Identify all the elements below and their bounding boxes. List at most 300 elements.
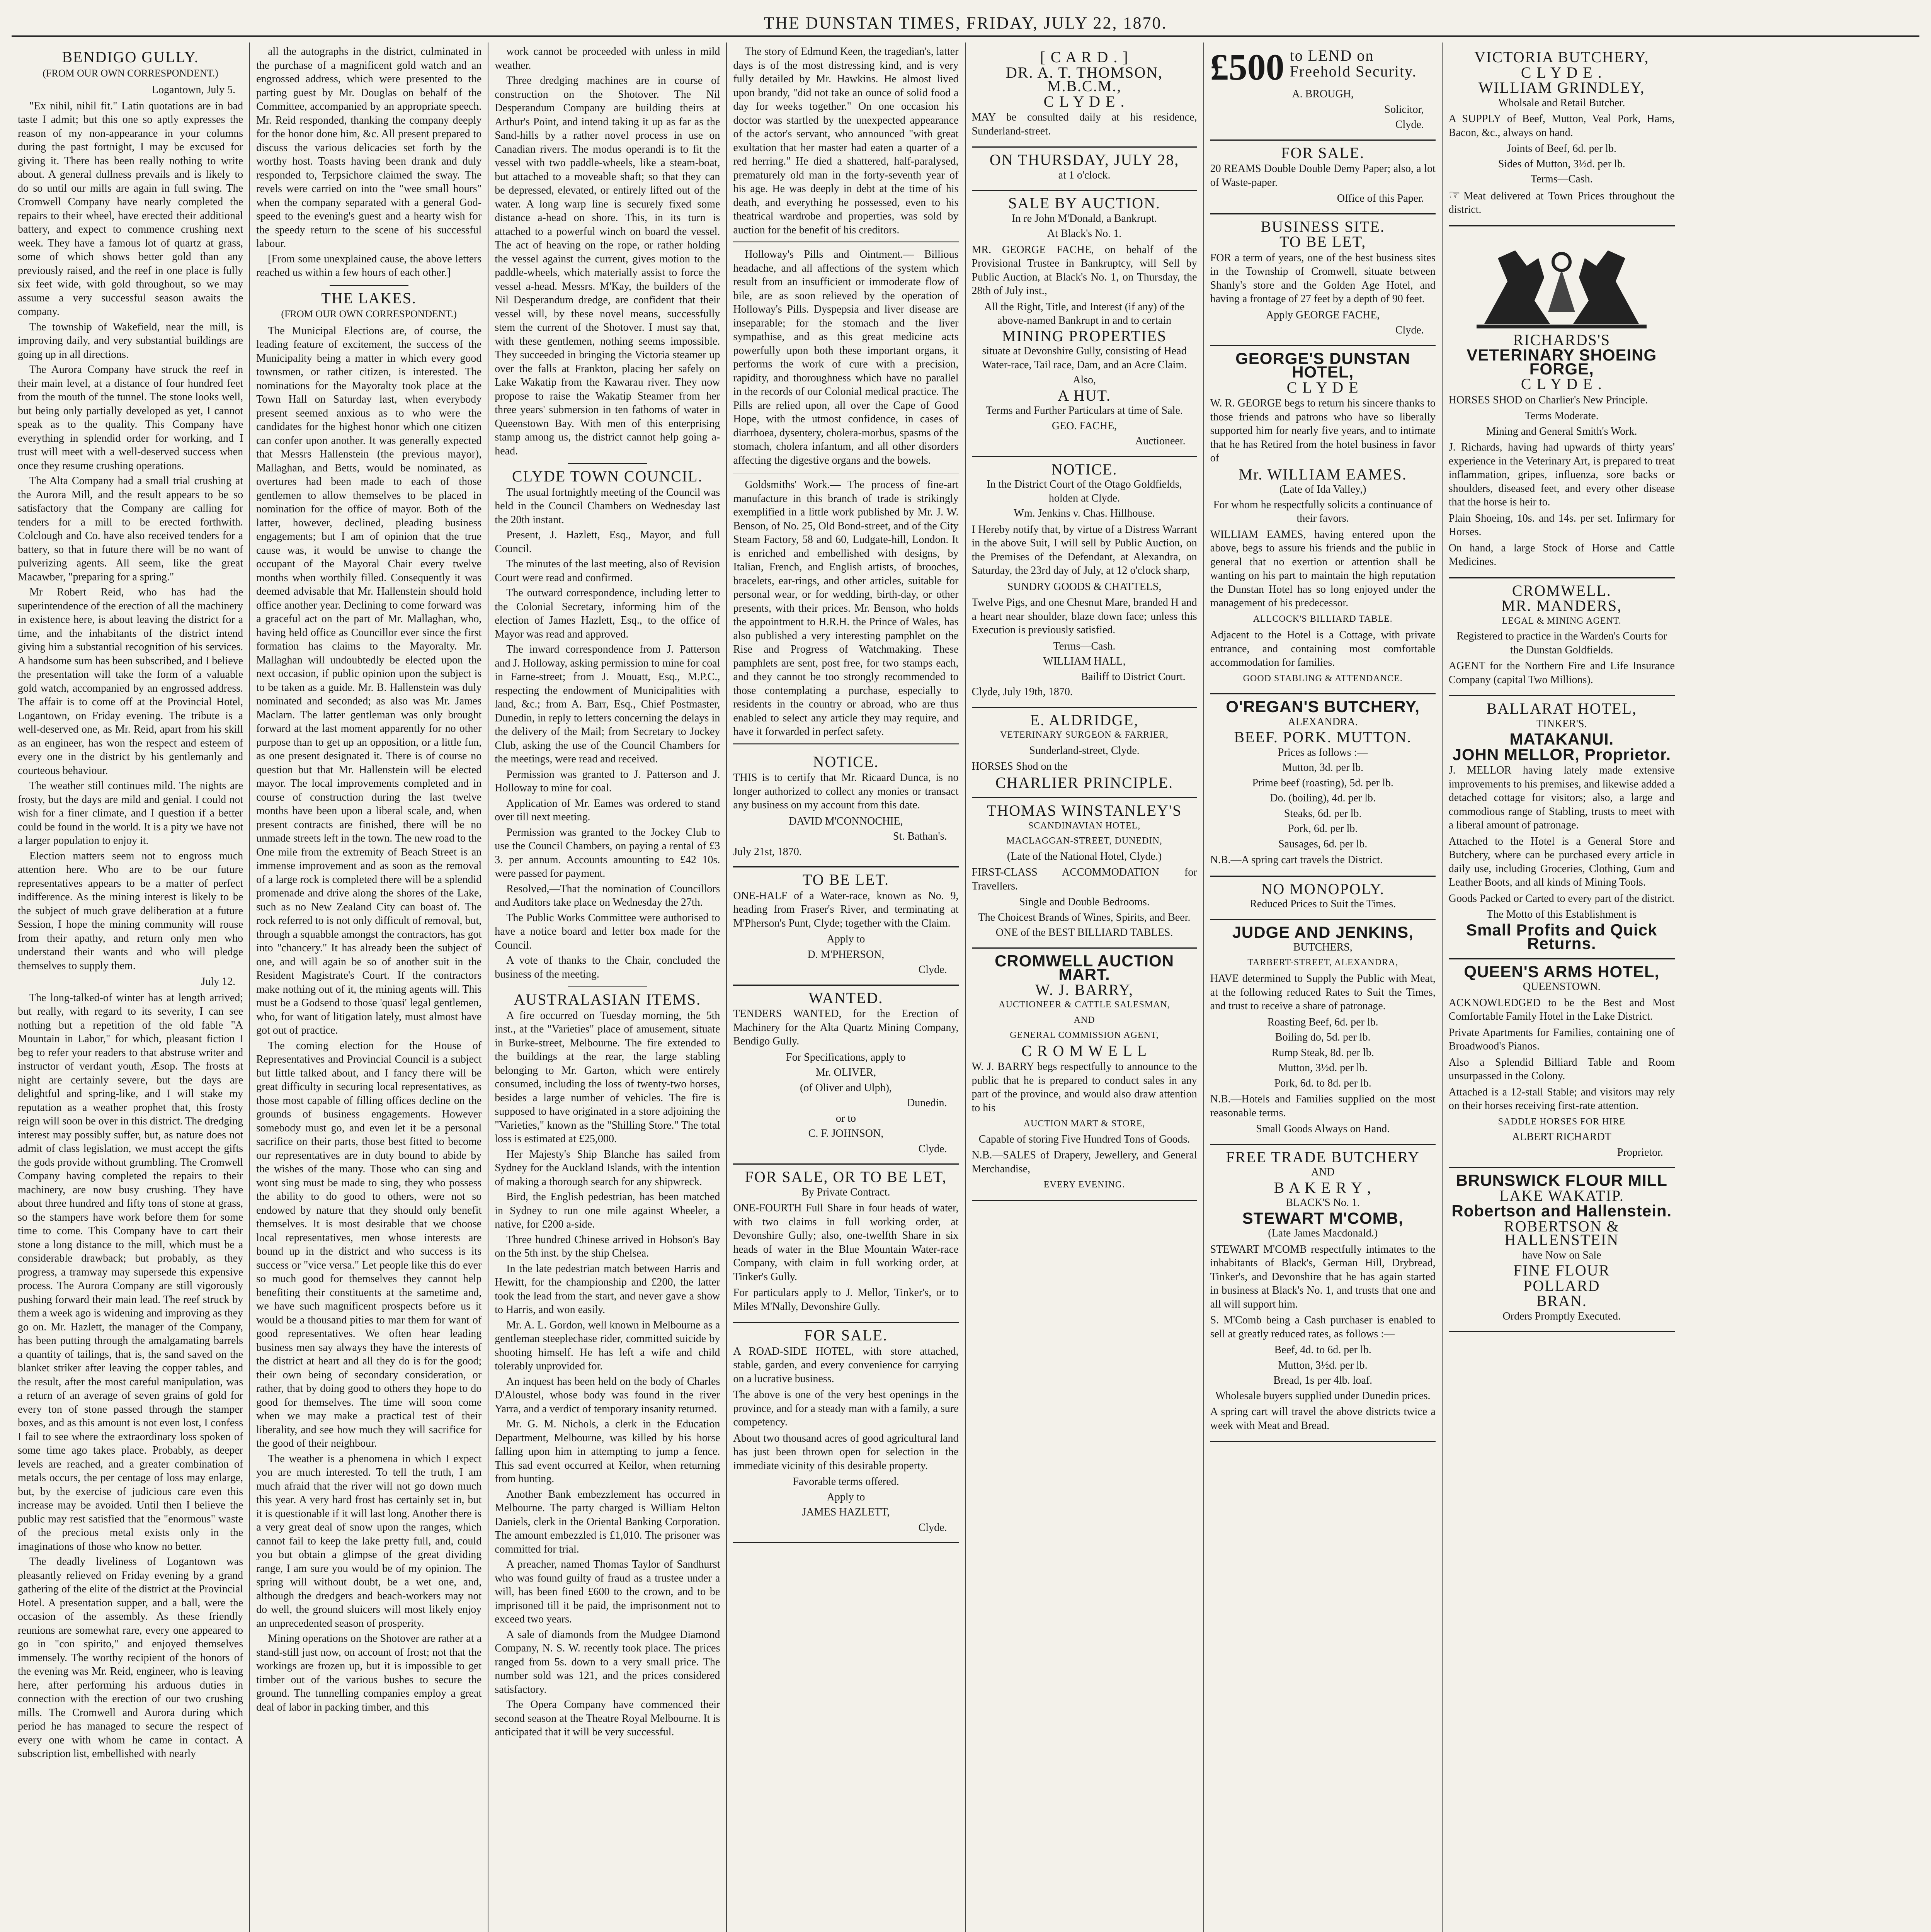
paragraph: Mr. G. M. Nichols, a clerk in the Education Department, Melbourne, was killed by his horse falling upon him in attempting to jump a fence. This sad event occurred at Keilor, when returning from hunting. xyxy=(495,1418,720,1485)
ad-title: NO MONOPOLY. xyxy=(1261,880,1385,898)
ad-line: Mr. OLIVER, xyxy=(815,1066,876,1078)
ad-title: CHARLIER PRINCIPLE. xyxy=(995,774,1174,791)
article-body xyxy=(495,1488,720,1556)
ad-line: Sides of Mutton, 3½d. per lb. xyxy=(1498,158,1625,170)
paragraph: The Alta Company had a small trial crushing at the Aurora Mill, and the result appears to be so satisfactory that the Company are calling for tenders for a mill to be erected forthwith. Colclough and Co. have also received tenders for a battery, so that in future there will be no want of pulverizing agents. All seem, like the great Macawber, "preparing for a spring." xyxy=(18,475,243,583)
column-3 xyxy=(488,43,727,1932)
ad-signature: Auctioneer. xyxy=(1135,435,1186,447)
advertisement xyxy=(1210,694,1436,877)
ad-line: Registered to practice in the Warden's Courts for the Dunstan Goldfields. xyxy=(1456,630,1667,656)
paragraph: The weather still continues mild. The nights are frosty, but the days are mild and genial. I could not wish for a finer climate, and I question if a better could be found in the world. It is a pity we have not a larger population to enjoy it. xyxy=(18,780,243,847)
advertisement xyxy=(733,750,958,868)
paragraph: "Ex nihil, nihil fit." Latin quotations are in bad taste I admit; but this one so aptly expresses the reason of my non-appearance in your columns during the past fortnight, I may be excused for giving it. There has been really nothing to write about. A general dullness prevails and is likely to do so until our mills are again in full swing. The Cromwell Company have nearly completed the repairs to their wheel, have erected their additional battery, and expect to commence crushing next week. They have a famous lot of quartz at grass, some of which shows better gold than any previously raised, and the reef in one place is fully six feet wide, with gold throughout, so we may assume a very successful season awaits the company. xyxy=(18,100,243,318)
ad-title: A HUT. xyxy=(1058,386,1111,404)
paragraph: Permission was granted to the Jockey Club to use the Council Chambers, on paying a rental of £3 3. per annum. Accounts amounting to £42 10s. were passed for payment. xyxy=(495,826,720,879)
paragraph: Mining operations on the Shotover are rather at a stand-still just now, on account of frost; not that the workings are frozen up, but it is impossible to get timber out of the various bushes to secure the ground. The tunnelling companies employ a great deal of labor in packing timber, and this xyxy=(256,1633,482,1713)
ad-title: [ C A R D . ] xyxy=(1040,48,1129,66)
advertisement xyxy=(733,1165,958,1323)
article-body xyxy=(495,1148,720,1189)
article-body xyxy=(256,1039,481,1451)
advertisement xyxy=(1210,346,1436,695)
ad-line: At Black's No. 1. xyxy=(1047,228,1122,240)
article-body xyxy=(733,45,958,237)
masthead-title: THE DUNSTAN TIMES, FRIDAY, JULY 22, 1870. xyxy=(764,14,1167,32)
advertisement xyxy=(972,798,1197,949)
ad-line: Rump Steak, 8d. per lb. xyxy=(1271,1046,1374,1059)
ad-subtitle: AUCTION MART & STORE, xyxy=(1023,1119,1145,1129)
article-body xyxy=(18,99,243,319)
article-heading: AUSTRALASIAN ITEMS. xyxy=(514,991,701,1008)
divider xyxy=(568,986,647,987)
paragraph: The outward correspondence, including letter to the Colonial Secretary, informing him of the election of James Hazlett, Esq., to the office of Mayor was read and approved. xyxy=(495,587,720,640)
paragraph: A sale of diamonds from the Mudgee Diamond Company, N. S. W. recently took place. The prices ranged from 5s. down to a very small price. The number sold was 121, and the prices considered satisfactory. xyxy=(495,1628,720,1696)
paragraph: Bird, the English pedestrian, has been matched in Sydney to run one mile against Wheeler, a native, for £200 a-side. xyxy=(495,1191,720,1230)
article-body xyxy=(495,1318,720,1373)
ad-line: TINKER'S. xyxy=(1536,718,1587,730)
divider xyxy=(733,743,958,745)
ad-line: have Now on Sale xyxy=(1522,1249,1601,1261)
ad-title: WILLIAM GRINDLEY, xyxy=(1478,79,1645,96)
ad-title: LAKE WAKATIP. xyxy=(1499,1187,1624,1204)
ad-text: J. MELLOR having lately made extensive improvements to his premises, and likewise added a detached cottage for visitors; also, a large and commodious range of Stabling, trusts to meet with a liberal amount of patronage. xyxy=(1448,764,1675,831)
article-body xyxy=(495,45,720,72)
ad-line: situate at Devonshire Gully, consisting of Head Water-race, Tail race, Dam, and an Acre Claim. xyxy=(982,345,1187,371)
article-body xyxy=(733,248,958,467)
ad-title: CROMWELL AUCTION MART. xyxy=(995,951,1174,983)
article-body xyxy=(495,74,720,458)
dateline: July 12. xyxy=(201,976,236,988)
advertisement xyxy=(733,1323,958,1543)
ad-subtitle: SCANDINAVIAN HOTEL, xyxy=(1028,820,1141,831)
paragraph: The Municipal Elections are, of course, the leading feature of excitement, the success of the Municipality being a matter in which every good townsmen, or rather citizen, is interested. The nominations for the Mayoralty took place at the Town Hall on Saturday last, when everybody present seemed anxious as to who were the candidates for the highest honor which one citizen can confer upon another. It was generally expected that Messrs Hallenstein (the previous mayor), Mallaghan, and Betts, would be nominated, as overtures had been made to each of those gentlemen to allow themselves to be placed in nomination for the office of mayor. Both of the latter, however, declined, pleading business engagements; but I am of opinion that the true cause was, it would be unwise to change the occupant of the Mayoral Chair every twelve months when worthily filled. Consequently it was deemed advisable that Mr. Hallenstein should hold office another year. Declining to come forward was a graceful act on the part of Mr. Mallaghan, who, having held office as Councillor ever since the first formation has claims to the Mayoralty. Mr. Mallaghan will undoubtedly be elected upon the next occasion, if public opinion upon the subject is to be taken as a guide. Mr. B. Hallenstein was duly nominated and seconded; as also was Mr. James Maclarn. The latter gentleman was only brought forward at the last moment apparently for no other purpose than to get up an opposition, or a little fun, as one present designated it. There is of course no question but that Mr. Hallenstein will be elected mayor. The local improvements completed and in course of construction during the last twelve months have been upon a liberal scale, and, when present contracts are finished, there will be no unmade streets left in the town. The new road to the One mile from the extremity of Beach Street is an immense improvement and as soon as the removal of a large rock is completed there will be a splendid promenade and drive along the shores of the Lake, such as no New Zealand City can boast of. The rock referred to is not only difficult of removal, but, through a squabble amongst the contractors, has got into "chancery." It has already been the subject of one, and will again be so of another suit in the Resident Magistrate's Court. If the contractors make nothing out of it, the mining agents will. This must be a Godsend to those 'quasi' legal gentlemen, who, for want of litigation lately, must almost have got out of practice. xyxy=(256,325,482,1036)
ad-title: Mr. WILLIAM EAMES. xyxy=(1239,465,1407,483)
ad-line: DAVID M'CONNOCHIE, xyxy=(789,815,903,827)
rearing-horses-icon xyxy=(1461,235,1662,332)
paragraph: Goldsmiths' Work.— The process of fine-art manufacture in this branch of trade is strikingly exemplified in a little work published by Mr. J. W. Benson, of No. 25, Old Bond-street, and of the City Steam Factory, 58 and 60, Ludgate-hill, London. It is enriched and embellished with designs, by Italian, French, and English artists, of brooches, bracelets, ear-rings, and other articles, suitable for personal wear, or for wedding, birth-day, or other presents, with their prices. Mr. Benson, who holds the appointment to H.R.H. the Prince of Wales, has also published a very interesting pamphlet on the Rise and Progress of Watchmaking. These pamphlets are sent, post free, for two stamps each, and they cannot be too strongly recommended to those contemplating a purchase, especially to residents in the country or abroad, who are thus enabled to select any article they may require, and have it forwarded in perfect safety. xyxy=(733,479,959,738)
article-body xyxy=(495,486,720,527)
ad-text-content: Meat delivered at Town Prices throughout the district. xyxy=(1448,190,1675,216)
ad-line: Mutton, 3½d. per lb. xyxy=(1278,1359,1368,1371)
ad-line: Terms—Cash. xyxy=(1053,640,1116,652)
ad-text: W. R. GEORGE begs to return his sincere thanks to those friends and patrons who have so liberally supported him for nearly five years, and to intimate that he has Retired from the hotel business in favor of xyxy=(1210,397,1436,464)
article-body xyxy=(495,586,720,641)
ad-text: Attached is a 12-stall Stable; and visitors may rely on their horses receiving first-rate attention. xyxy=(1448,1086,1675,1112)
paragraph: In the late pedestrian match between Harris and Hewitt, for the championship and £200, the latter took the lead from the start, and never gave a show to Harris, and won easily. xyxy=(495,1262,720,1316)
ad-subtitle: TARBERT-STREET, ALEXANDRA, xyxy=(1247,957,1398,968)
ad-text: The above is one of the very best openings in the province, and for a steady man with a family, a sure competency. xyxy=(733,1389,959,1428)
ad-title: MR. MANDERS, xyxy=(1501,597,1622,614)
article-body xyxy=(18,320,243,362)
ad-text: HAVE determined to Supply the Public with Meat, at the following reduced Rates to Suit the Times, and trust to receive a share of patronage. xyxy=(1210,973,1436,1012)
article-body xyxy=(495,1009,720,1146)
ad-subtitle: ALLCOCK'S BILLIARD TABLE. xyxy=(1253,614,1393,624)
ad-title: SALE BY AUCTION. xyxy=(1008,194,1160,212)
article-body xyxy=(18,991,243,1554)
paragraph: The usual fortnightly meeting of the Council was held in the Council Chambers on Wednesday last the 20th instant. xyxy=(495,486,720,526)
ad-text: For particulars apply to J. Mellor, Tinker's, or to Miles M'Nally, Devonshire Gully. xyxy=(733,1287,959,1313)
paragraph: Mr. A. L. Gordon, well known in Melbourne as a gentleman steeplechase rider, committed suicide by shooting himself. He has left a wife and child tolerably unprovided for. xyxy=(495,1319,720,1372)
paragraph: A fire occurred on Tuesday morning, the 5th inst., at the "Varieties" place of amusement, situate in Burke-street, Melbourne. The fire extended to the buildings at the rear, the large stabling belonging to Mr. Garton, which were entirely consumed, including the loss of twenty-two horses, besides a large number of vehicles. The fire is supposed to have originated in a store adjoining the "Varieties," known as the "Shilling Store." The total loss is estimated at £25,000. xyxy=(495,1009,720,1145)
ad-title: CROMWELL. xyxy=(1512,582,1611,599)
ad-title: BRAN. xyxy=(1536,1292,1587,1310)
ad-line: Prime beef (roasting), 5d. per lb. xyxy=(1252,777,1393,789)
ad-text: FIRST-CLASS ACCOMMODATION for Travellers. xyxy=(971,866,1197,892)
article-body xyxy=(495,643,720,766)
article-body xyxy=(18,363,243,473)
ad-title: TO BE LET, xyxy=(1279,233,1366,250)
ad-title: BRUNSWICK FLOUR MILL xyxy=(1456,1171,1667,1189)
ad-line: Steaks, 6d. per lb. xyxy=(1284,807,1362,820)
advertisement xyxy=(1210,1145,1436,1442)
paragraph: Three hundred Chinese arrived in Hobson's Bay on the 5th inst. by the ship Chelsea. xyxy=(495,1233,720,1259)
ad-title: Robertson and Hallenstein. xyxy=(1451,1202,1672,1220)
article-body xyxy=(495,911,720,952)
advertisement xyxy=(733,986,958,1165)
ad-line: Terms—Cash. xyxy=(1531,173,1593,185)
ad-line: Roasting Beef, 6d. per lb. xyxy=(1267,1016,1378,1028)
ad-line: AND xyxy=(1311,1166,1335,1178)
article-body xyxy=(733,478,958,739)
ad-line: Beef, 4d. to 6d. per lb. xyxy=(1274,1344,1371,1356)
ad-line: Also, xyxy=(1073,374,1096,386)
ad-subtitle: MACLAGGAN-STREET, DUNEDIN, xyxy=(1006,836,1162,846)
ad-date: Clyde, July 19th, 1870. xyxy=(971,686,1073,698)
ad-subtitle: SADDLE HORSES FOR HIRE xyxy=(1498,1116,1625,1127)
ad-line: BUTCHERS, xyxy=(1293,941,1353,953)
paragraph: work cannot be proceeded with unless in mild weather. xyxy=(495,46,720,71)
ad-title: NOTICE. xyxy=(813,753,879,770)
article-body xyxy=(495,1698,720,1739)
advertisement xyxy=(972,457,1197,708)
ad-title: C L Y D E xyxy=(1286,378,1359,396)
ad-title: FINE FLOUR xyxy=(1513,1262,1610,1279)
ad-text: THIS is to certify that Mr. Ricaard Dunca, is no longer authorized to collect any monies or transact any business on my account from this date. xyxy=(733,772,959,811)
ad-line: ALEXANDRA. xyxy=(1288,716,1358,728)
ad-title: BALLARAT HOTEL, xyxy=(1486,700,1637,717)
advertisement xyxy=(972,45,1197,148)
ad-title: C L Y D E . xyxy=(1521,375,1603,393)
paragraph: Election matters seem not to engross much attention here. Who are to be our future representatives appears to be a matter of perfect indifference. As the mining interest is likely to be the subject of much grave deliberation at a future Session, I hope the mining community will rouse from their apathy, and return only men who understand their wants and who will pledge themselves to supply them. xyxy=(18,850,243,972)
ad-subtitle: VETERINARY SURGEON & FARRIER, xyxy=(1000,730,1169,740)
article-body xyxy=(495,1417,720,1486)
paragraph: The township of Wakefield, near the mill, is improving daily, and very substantial buildings are going up in all directions. xyxy=(18,321,243,361)
ad-title: B A K E R Y , xyxy=(1274,1179,1372,1196)
ad-text: J. Richards, having had upwards of thirty years' experience in the Veterinary Art, is prepared to treat inflammation, gripes, influenza, sore backs or shoulders, diseased feet, and every other disease that the horse is heir to. xyxy=(1448,441,1675,508)
paragraph: An inquest has been held on the body of Charles D'Aloustel, whose body was found in the river Yarra, and a verdict of temporary insanity returned. xyxy=(495,1375,720,1415)
ad-title: DR. A. T. THOMSON, M.B.C.M., xyxy=(1006,63,1163,95)
ad-line: Mining and General Smith's Work. xyxy=(1486,425,1637,437)
ad-line: Reduced Prices to Suit the Times. xyxy=(1250,898,1396,910)
ad-title: QUEEN'S ARMS HOTEL, xyxy=(1464,962,1660,981)
ad-text: 20 REAMS Double Double Demy Paper; also, a lot of Waste-paper. xyxy=(1210,163,1436,189)
ad-title: FREE TRADE BUTCHERY xyxy=(1226,1148,1420,1166)
ad-title: NOTICE. xyxy=(1051,460,1118,478)
ad-text: A ROAD-SIDE HOTEL, with store attached, stable, garden, and every convenience for carrying on a lucrative business. xyxy=(733,1345,959,1385)
ad-line: (Late of the National Hotel, Clyde.) xyxy=(1007,850,1162,862)
ad-signature: Clyde. xyxy=(1395,119,1424,131)
ad-signature: Clyde. xyxy=(918,964,947,976)
ad-text: N.B.—SALES of Drapery, Jewellery, and General Merchandise, xyxy=(971,1149,1197,1175)
ad-line: For whom he respectfully solicits a continuance of their favors. xyxy=(1213,498,1433,524)
advertisement xyxy=(1210,877,1436,920)
ad-title: TO BE LET. xyxy=(802,871,889,888)
ad-text: HORSES Shod on the xyxy=(971,760,1068,772)
ad-line: D. M'PHERSON, xyxy=(807,948,885,961)
ad-line: Boiling do, 5d. per lb. xyxy=(1275,1031,1371,1043)
ad-date: July 21st, 1870. xyxy=(733,845,802,858)
ad-text xyxy=(1449,189,1675,217)
article-body xyxy=(256,1632,481,1714)
article-body xyxy=(256,324,481,1037)
ad-text: Plain Shoeing, 10s. and 14s. per set. Infirmary for Horses. xyxy=(1448,512,1675,538)
ad-line: Apply to xyxy=(827,1491,865,1503)
ad-text: On hand, a large Stock of Horse and Cattle Medicines. xyxy=(1448,542,1675,568)
article-body xyxy=(256,252,481,280)
ad-text: Private Apartments for Families, containing one of Broadwood's Pianos. xyxy=(1448,1026,1675,1052)
paragraph: The Aurora Company have struck the reef in their main level, at a distance of four hundred feet from the mouth of the tunnel. The stone looks well, but being only partially developed as yet, I cannot speak as to the quality. This Company have everything in splendid order for working, and I trust will meet with a well-deserved success when once they resume crushing operations. xyxy=(18,364,243,472)
ad-title: MATAKANUI. xyxy=(1509,730,1614,748)
ad-line: Pork, 6d. to 8d. per lb. xyxy=(1274,1077,1371,1089)
article-body xyxy=(495,797,720,824)
ad-text: Also a Splendid Billiard Table and Room unsurpassed in the Colony. xyxy=(1448,1056,1675,1082)
article-body xyxy=(18,585,243,777)
ad-subtitle: AND xyxy=(1074,1015,1095,1025)
ad-text: HORSES SHOD on Charlier's New Principle. xyxy=(1448,394,1648,406)
paragraph: [From some unexplained cause, the above letters reached us within a few hours of each other.] xyxy=(256,253,482,279)
ad-line: (Late of Ida Valley,) xyxy=(1279,483,1366,495)
paragraph: Three dredging machines are in course of construction on the Shotover. The Nil Desperandum Company are building theirs at Arthur's Point, and intend taking it up as far as the Sand-hills by a rather novel process in use on Canadian rivers. The modus operandi is to fit the vessel with two paddle-wheels, like a steam-boat, but attached to a moveable shaft; so that they can be depressed, elevated, or entirely lifted out of the water. A long warp line is securely fixed some distance a-head on shore. This, in its turn is attached to a powerful winch on board the vessel. The act of heaving on the rope, or rather holding the vessel against the current, gives motion to the paddle-wheels, which materially assist to force the vessel a-head. Messrs. M'Kay, the builders of the Nil Desperandum dredge, are confident that their vessel will, by these novel means, successfully stem the current of the Shotover. I must say that, with these gentlemen, nothing seems impossible. They succeeded in bringing the Victoria steamer up over the falls at Frankton, placing her safely on Lake Wakatip from the Kawarau river. They now propose to raise the Wakatip Steamer from her three years' submersion in ten fathoms of water in Queenstown Bay. With men of this enterprising stamp among us, the district cannot help going a-head. xyxy=(495,75,720,457)
article-heading: BENDIGO GULLY. xyxy=(62,48,199,66)
ad-line: Wholsale and Retail Butcher. xyxy=(1498,97,1625,109)
ad-line: Wm. Jenkins v. Chas. Hillhouse. xyxy=(1014,507,1155,519)
masthead xyxy=(12,12,1919,37)
article-body xyxy=(495,1375,720,1416)
article-body xyxy=(495,1262,720,1317)
paragraph: Permission was granted to J. Patterson and J. Holloway to mine for coal. xyxy=(495,768,720,794)
ad-line: QUEENSTOWN. xyxy=(1523,981,1601,993)
ad-text: STEWART M'COMB respectfully intimates to the inhabitants of Black's, German Hill, Drybread, Tinker's, and Devonshire that he has again started in business at Black's No. 1, and trusts that one and all will support him. xyxy=(1210,1243,1436,1310)
article-body xyxy=(495,557,720,585)
ad-text: TENDERS WANTED, for the Erection of Machinery for the Alta Quartz Mining Company, Bendigo Gully. xyxy=(733,1008,959,1047)
ad-line: Apply to xyxy=(827,933,865,945)
advertisement xyxy=(1449,226,1675,578)
ad-text: N.B.—A spring cart travels the District. xyxy=(1210,854,1383,866)
paragraph: The coming election for the House of Representatives and Provincial Council is a subject but little talked about, and I fancy there will be great difficulty in securing local representatives, as those most capable of filling offices decline on the grounds of business engagements. However somebody must go, and even let it be a personal sacrifice on their parts, those best fitted to become our representatives are in duty bound to abide by the wishes of the many. Those who can sing and wont sing must be made to sing, they who possess the ability to do good to others, were not so endowed by nature that they should only benefit themselves. It is most desirable that we choose local representatives, men whose interests are bound up in the district and who success is its success or "vice versa." Let people like this do ever so much good for themselves they cannot help benefiting their constituents at the sametime and, we have such magnificent prospects before us it would be a thousand pities to mar them for want of good representatives. We often hear leading business men say always they have the interests of the district at heart and all they do is for the good; their own being of secondary consideration, or rather, that by doing good to others they hope to do good for themselves. The time will soon come when we may make a practical test of their liberality, and see how much they will sacrifice for the good of their neighbour. xyxy=(256,1039,482,1449)
ad-line: Pork, 6d. per lb. xyxy=(1288,823,1358,835)
ad-signature: St. Bathan's. xyxy=(893,830,947,842)
byline: (FROM OUR OWN CORRESPONDENT.) xyxy=(43,67,218,79)
article-body xyxy=(18,849,243,973)
ad-title: ROBERTSON & HALLENSTEIN xyxy=(1504,1217,1620,1248)
ad-line: Mutton, 3d. per lb. xyxy=(1282,762,1364,774)
ad-line: In re John M'Donald, a Bankrupt. xyxy=(1012,212,1157,224)
article-body xyxy=(256,1452,481,1631)
ad-line: SUNDRY GOODS & CHATTELS, xyxy=(1007,580,1162,593)
ad-title: THOMAS WINSTANLEY'S xyxy=(987,802,1182,819)
advertisement xyxy=(733,867,958,986)
article-body xyxy=(495,528,720,556)
ad-title: POLLARD xyxy=(1523,1277,1600,1294)
advertisement xyxy=(1449,1168,1675,1332)
article-body xyxy=(495,1233,720,1260)
ad-line: Single and Double Bedrooms. xyxy=(1019,896,1150,908)
column-2 xyxy=(250,43,488,1932)
ad-line: Capable of storing Five Hundred Tons of Goods. xyxy=(978,1133,1190,1145)
article-body xyxy=(495,1628,720,1697)
ad-title: C R O M W E L L xyxy=(1021,1042,1148,1060)
advertisement xyxy=(972,191,1197,457)
ad-line: Bread, 1s per 4lb. loaf. xyxy=(1273,1374,1373,1386)
paragraph: The deadly liveliness of Logantown was pleasantly relieved on Friday evening by a grand gathering of the elite of the district at the Provincial Hotel. A presentation supper, and a ball, were the occasion of the assembly. As these friendly reunions are somewhat rare, every one appeared to go in "con spirito," and enjoyed themselves immensely. The worthy recipient of the honors of the evening was Mr. Reid, engineer, who is leaving here, after performing his arduous duties in connection with the erection of our two crushing mills. The Cromwell and Aurora during which period he has managed to secure the respect of every one with whom he came in contact. A subscription list, embellished with nearly xyxy=(18,1556,243,1760)
ad-text: S. M'Comb being a Cash purchaser is enabled to sell at greatly reduced rates, as follows :— xyxy=(1210,1314,1436,1340)
ad-line: ALBERT RICHARDT xyxy=(1512,1131,1611,1143)
ad-signature: Dunedin. xyxy=(907,1097,947,1109)
ad-text: FOR a term of years, one of the best business sites in the Township of Cromwell, situate between Shanly's store and the Golden Age Hotel, and having a frontage of 27 feet by a depth of 90 feet. xyxy=(1210,252,1436,305)
ad-text: N.B.—Hotels and Families supplied on the most reasonable terms. xyxy=(1210,1093,1436,1119)
ad-title: C L Y D E . xyxy=(1043,92,1125,110)
advertisement xyxy=(1210,214,1436,346)
advertisement xyxy=(1210,141,1436,214)
ad-title: ON THURSDAY, JULY 28, xyxy=(989,151,1179,168)
column-4 xyxy=(727,43,965,1932)
ad-text: A SUPPLY of Beef, Mutton, Veal Pork, Hams, Bacon, &c., always on hand. xyxy=(1448,113,1675,139)
article-body xyxy=(18,474,243,584)
ad-line: Prices as follows :— xyxy=(1278,746,1368,759)
article-body xyxy=(495,954,720,981)
ad-line: Terms Moderate. xyxy=(1524,410,1599,422)
pointing-hand-icon: ☞ xyxy=(1448,188,1461,202)
ad-subtitle: EVERY EVENING. xyxy=(1043,1180,1125,1190)
ad-title: RICHARDS'S xyxy=(1513,331,1611,349)
ad-text: Goods Packed or Carted to every part of the district. xyxy=(1448,892,1675,905)
ad-loan-text: to LEND on Freehold Security. xyxy=(1290,47,1417,80)
ad-text: About two thousand acres of good agricultural land has just been thrown open for selection in the immediate vicinity of this desirable property. xyxy=(733,1432,959,1472)
paragraph: The story of Edmund Keen, the tragedian's, latter days is of the most distressing kind, and is very fully detailed by Mr. Hawkins. He almost lived upon brandy, "did not take an ounce of solid food a day for weeks together." On one occasion his doctor was startled by the unexpected appearance of the actor's servant, who announced "with great exultation that her master had eaten a quarter of a red herring." He died a shattered, half-paralysed, prematurely old man in the forty-seventh year of his age. He was deeply in debt at the time of his death, and everything he possessed, even to his theatrical wardrobe and properties, was sold by auction for the benefit of his creditors. xyxy=(733,46,959,236)
ad-text: WILLIAM EAMES, having entered upon the above, begs to assure his friends and the public in general that no exertion or attention shall be wanting on his part to maintain the high reputation the Dunstan Hotel has so long enjoyed under the management of his predecessor. xyxy=(1210,528,1436,609)
paragraph: Mr Robert Reid, who has had the superintendence of the erection of all the machinery in existence here, is about leaving the district for a time, and the inhabitants of the district intend giving him a substantial recognition of his services. A handsome sum has been subscribed, and I believe the presentation will take the form of a valuable gold watch, accompanied by an engrossed address. The affair is to come off at the Provincial Hotel, Logantown, on Friday evening. The tribute is a well-deserved one, as Mr. Reid, apart from his skill as an engineer, has won the respect and esteem of every one in the district by his gentlemanly and courteous behaviour. xyxy=(18,586,243,777)
ad-subtitle: GOOD STABLING & ATTENDANCE. xyxy=(1243,673,1403,684)
ad-line: (of Oliver and Ulph), xyxy=(800,1082,892,1094)
ad-loan xyxy=(1210,46,1436,88)
ad-signature: Proprietor. xyxy=(1617,1146,1663,1158)
paragraph: A preacher, named Thomas Taylor of Sandhurst who was found guilty of fraud as a trustee under a will, has been fined £600 to the crown, and to be imprisoned till it be paid, the imprisonment not to exceed two years. xyxy=(495,1558,720,1625)
ad-signature: Clyde. xyxy=(918,1143,947,1155)
divider xyxy=(733,242,958,243)
advertisement xyxy=(972,148,1197,191)
ad-title: BUSINESS SITE. xyxy=(1261,218,1385,235)
ad-line: ONE of the BEST BILLIARD TABLES. xyxy=(995,927,1173,939)
ad-text: Adjacent to the Hotel is a Cottage, with private entrance, and containing most comfortable accommodation for families. xyxy=(1210,629,1436,668)
ad-line: Terms and Further Particulars at time of Sale. xyxy=(986,405,1183,417)
column-6 xyxy=(1204,43,1443,1932)
ad-text: MR. GEORGE FACHE, on behalf of the Provisional Trustee in Bankruptcy, will Sell by Public Auction, at Black's No. 1, on Thursday, the 28th of July inst., xyxy=(971,243,1197,297)
ad-signature: Clyde. xyxy=(918,1521,947,1534)
ad-title: BEEF. PORK. MUTTON. xyxy=(1234,728,1412,746)
ad-line: Apply GEORGE FACHE, xyxy=(1266,309,1380,321)
paragraph: The inward correspondence from J. Patterson and J. Holloway, asking permission to mine for coal in Farne-street; from J. Mouatt, Esq., M.P.C., respecting the endowment of Municipalities with land, &c.; from A. Barr, Esq., Chief Postmaster, Dunedin, in reply to letters concerning the delays in the delivery of the Mail; from Secretary to Jockey Club, asking the use of the Council Chambers for the meetings, were read and received. xyxy=(495,643,720,765)
divider xyxy=(733,472,958,473)
ad-line: In the District Court of the Otago Goldfields, holden at Clyde. xyxy=(987,478,1182,504)
ad-title: GEORGE'S DUNSTAN HOTEL, xyxy=(1235,349,1410,381)
ad-text: AGENT for the Northern Fire and Life Insurance Company (capital Two Millions). xyxy=(1448,660,1675,686)
paragraph: Resolved,—That the nomination of Councillors and Auditors take place on Wednesday the 27th. xyxy=(495,883,720,908)
ad-line: Orders Promptly Executed. xyxy=(1502,1310,1621,1322)
ad-title: VICTORIA BUTCHERY, xyxy=(1474,48,1649,66)
ad-line: Favorable terms offered. xyxy=(793,1476,899,1488)
ad-text: I Hereby notify that, by virtue of a Distress Warrant in the above Suit, I will sell by Public Auction, on the Premises of the Defendant, at Alexandra, on Saturday, the 23rd day of July, at 12 o'clock sharp, xyxy=(971,523,1197,577)
paragraph: Present, J. Hazlett, Esq., Mayor, and full Council. xyxy=(495,529,720,555)
byline: (FROM OUR OWN CORRESPONDENT.) xyxy=(281,308,457,320)
ad-line: JAMES HAZLETT, xyxy=(802,1506,890,1518)
ad-title: FOR SALE. xyxy=(1281,144,1365,162)
advertisement xyxy=(972,949,1197,1201)
paragraph: The weather is a phenomena in which I expect you are much interested. To tell the truth, I am much afraid that the river will not go down much this year. A very hard frost has certainly set in, but it is questionable if it will last long. Another there is a very great deal of snow upon the ranges, which cannot fail to keep the lake pretty full, and, could you but obtain a glimpse of the great dividing range, I am sure you would be of my opinion. The spring will without doubt, be a wet one, and, although the dredgers and beach-workers may not do well, the ground sluicers will most likely enjoy an unprecedented season of prosperity. xyxy=(256,1452,482,1629)
ad-text: ONE-HALF of a Water-race, known as No. 9, heading from Fraser's River, and terminating at M'Pherson's Punt, Clyde; together with the Claim. xyxy=(733,889,959,929)
ad-title: E. ALDRIDGE, xyxy=(1030,711,1139,729)
article-body xyxy=(495,768,720,795)
ad-title: FOR SALE. xyxy=(804,1327,888,1344)
ad-text: ACKNOWLEDGED to be the Best and Most Comfortable Family Hotel in the Lake District. xyxy=(1448,997,1675,1022)
article-body xyxy=(495,1190,720,1231)
ad-text: MAY be consulted daily at his residence, Sunderland-street. xyxy=(971,111,1197,137)
paragraph: Another Bank embezzlement has occurred in Melbourne. The party charged is William Helton Daniels, clerk in the Oriental Banking Corporation. The amount embezzled is £1,010. The prisoner was committed for trial. xyxy=(495,1488,720,1555)
ad-signature: Solicitor, xyxy=(1384,103,1424,116)
ad-text: Attached to the Hotel is a General Store and Butchery, where can be purchased every article in daily use, including Groceries, Clothing, Gum and Leather Boots, and all kinds of Mining Tools. xyxy=(1448,835,1675,888)
advertisement xyxy=(972,708,1197,799)
ad-line: or to xyxy=(835,1112,856,1124)
advertisement xyxy=(1449,959,1675,1168)
ad-line: By Private Contract. xyxy=(801,1186,890,1198)
article-body xyxy=(495,1558,720,1626)
ad-line: at 1 o'clock. xyxy=(1058,169,1111,181)
article-body xyxy=(256,45,481,251)
advertisement xyxy=(1210,45,1436,141)
ad-line: The Motto of this Establishment is xyxy=(1487,908,1637,920)
ad-line: C. F. JOHNSON, xyxy=(808,1128,884,1139)
ad-line: The Choicest Brands of Wines, Spirits, and Beer. xyxy=(978,911,1191,923)
ad-line: Joints of Beef, 6d. per lb. xyxy=(1507,143,1616,155)
ad-title: JUDGE AND JENKINS, xyxy=(1232,923,1414,941)
ad-title: JOHN MELLOR, Proprietor. xyxy=(1452,745,1671,764)
ad-title: STEWART M'COMB, xyxy=(1242,1209,1404,1227)
ad-text: Twelve Pigs, and one Chesnut Mare, branded H and a heart near shoulder, blaze down face; unless this Execution is previously satisfied. xyxy=(971,597,1197,636)
article-heading: THE LAKES. xyxy=(321,289,417,307)
ad-line: Sunderland-street, Clyde. xyxy=(1029,744,1140,757)
paragraph: The Public Works Committee were authorised to have a notice board and letter box made for the Council. xyxy=(495,912,720,951)
ad-title: MINING PROPERTIES xyxy=(1002,327,1167,345)
paragraph: A vote of thanks to the Chair, concluded the business of the meeting. xyxy=(495,954,720,980)
divider xyxy=(568,463,647,464)
ad-text: ONE-FOURTH Full Share in four heads of water, with two claims in full working order, at Devonshire Gully; also, one-twelfth Share in six heads of water in the Blue Mountain Water-race Company, with claim in full working order, at Tinker's Gully. xyxy=(733,1202,959,1283)
article-body xyxy=(18,779,243,848)
ad-line: BLACK'S No. 1. xyxy=(1286,1197,1360,1209)
ad-title: C L Y D E . xyxy=(1521,63,1603,81)
article-heading: CLYDE TOWN COUNCIL. xyxy=(512,468,703,485)
ad-amount: £500 xyxy=(1210,46,1284,88)
ad-line: Small Goods Always on Hand. xyxy=(1256,1123,1390,1135)
ad-signature: Bailiff to District Court. xyxy=(1081,670,1186,683)
paragraph: Her Majesty's Ship Blanche has sailed from Sydney for the Auckland Islands, with the intention of making a thorough search for any shipwreck. xyxy=(495,1148,720,1188)
ad-subtitle: LEGAL & MINING AGENT. xyxy=(1502,616,1621,626)
ad-subtitle: GENERAL COMMISSION AGENT, xyxy=(1010,1030,1159,1040)
ad-line: A. BROUGH, xyxy=(1292,88,1354,100)
advertisement xyxy=(1210,920,1436,1145)
paragraph: Holloway's Pills and Ointment.— Billious headache, and all affections of the system which result from an insufficient or immoderate flow of bile, are as soon relieved by the operation of Holloway's Pills. Dyspepsia and liver disease are inseparable; for the stomach and the liver sympathise, and as this great medicine acts powerfully upon both these important organs, it performs the work of cure with a precision, rapidity, and thoroughness which have no parallel in the records of our Colonial medical practice. The Pills are relied upon, all over the Cape of Good Hope, with the utmost confidence, in cases of diarrhoea, dysentery, cholera-morbus, spasms of the stomach, cholera infantum, and all other disorders affecting the digestive organs and the bowels. xyxy=(733,248,959,466)
ad-subtitle: AUCTIONEER & CATTLE SALESMAN, xyxy=(999,1000,1170,1010)
ad-line: WILLIAM HALL, xyxy=(1043,655,1126,667)
ad-title: Small Profits and Quick Returns. xyxy=(1466,920,1657,952)
column-1 xyxy=(12,43,250,1932)
